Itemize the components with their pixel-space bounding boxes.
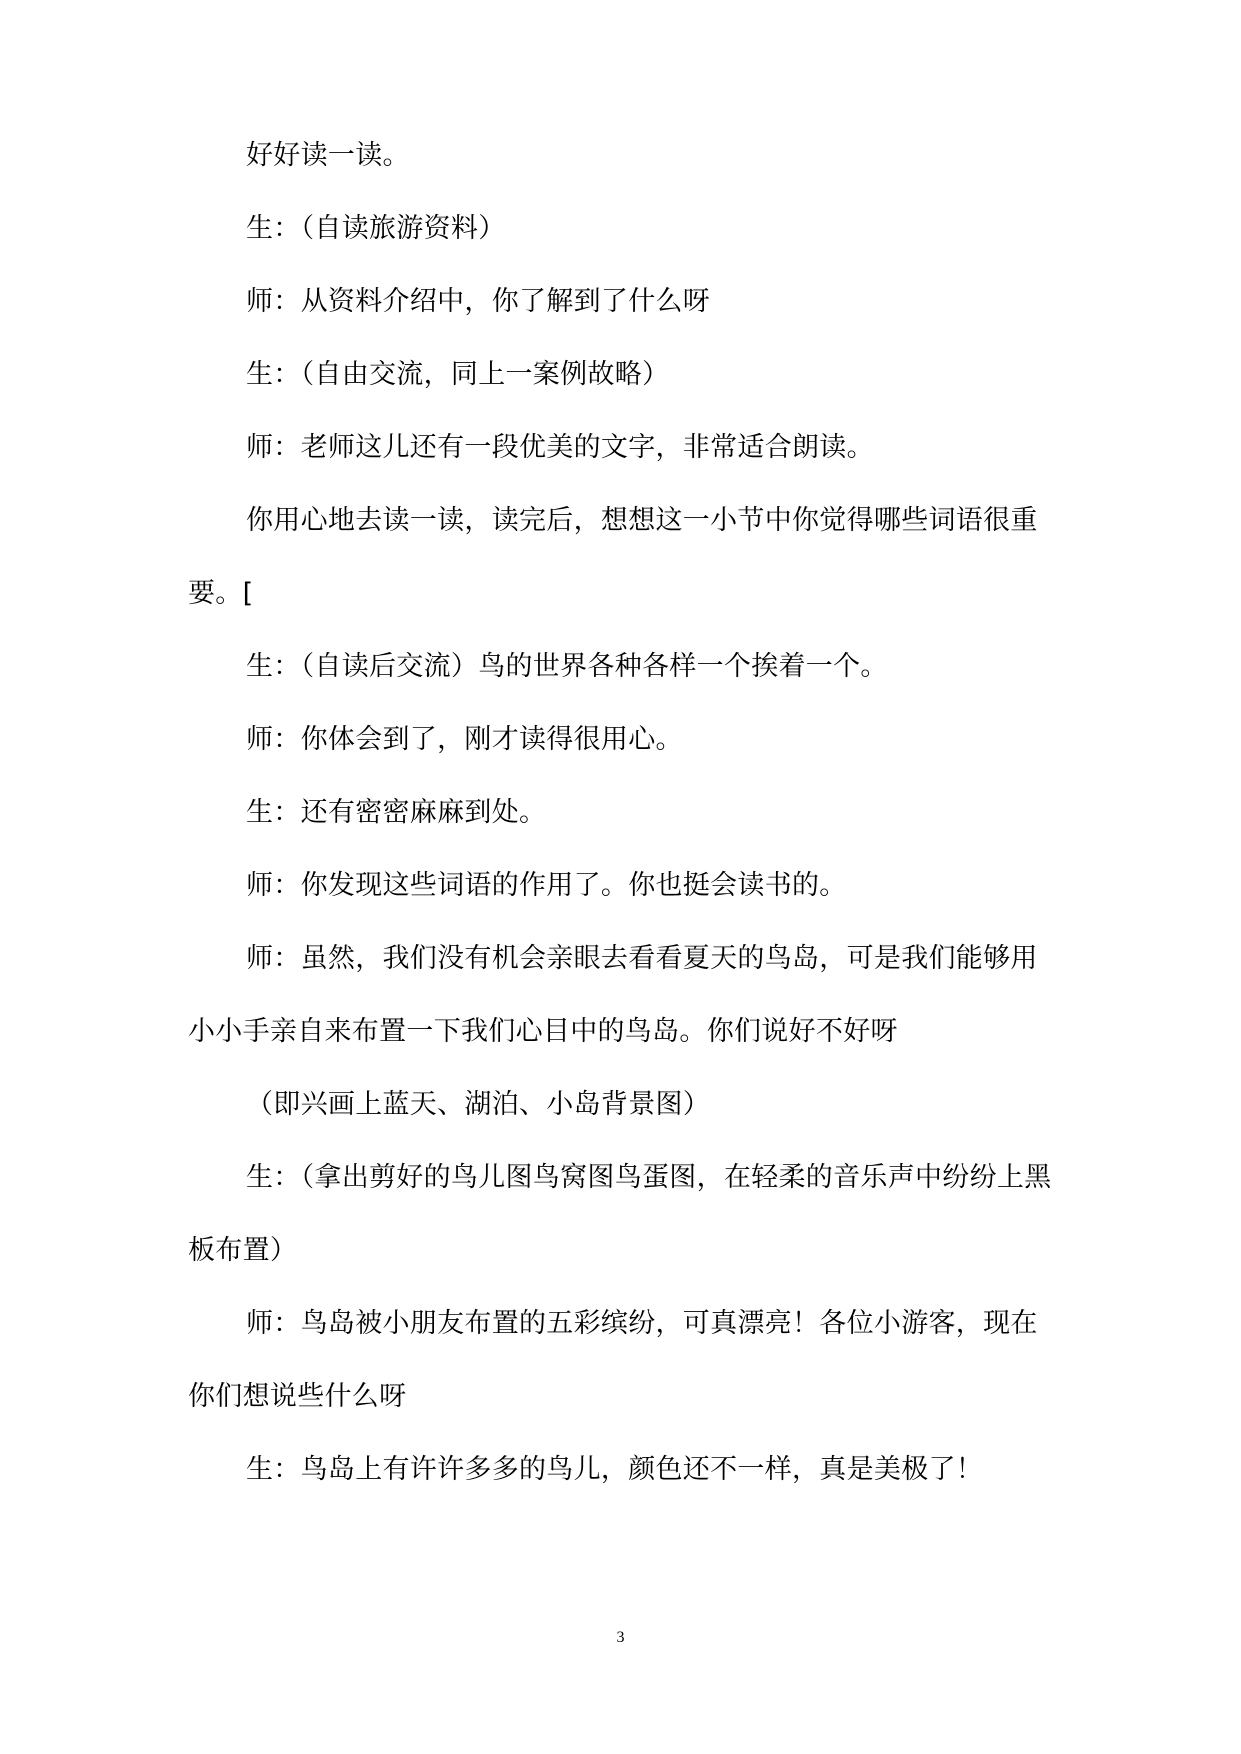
paragraph: 生：还有密密麻麻到处。 [246, 797, 547, 828]
paragraph: （即兴画上蓝天、湖泊、小岛背景图） [246, 1089, 711, 1120]
paragraph: 生：（拿出剪好的鸟儿图鸟窝图鸟蛋图，在轻柔的音乐声中纷纷上黑板布置） [188, 1162, 1052, 1266]
paragraph: 生：（自读后交流）鸟的世界各种各样一个挨着一个。 [246, 651, 888, 682]
paragraph: 生：鸟岛上有许许多多的鸟儿，颜色还不一样，真是美极了！ [246, 1454, 984, 1485]
page-number: 3 [616, 1629, 625, 1646]
paragraph: 师：从资料介绍中，你了解到了什么呀 [246, 286, 711, 317]
paragraph: 你用心地去读一读，读完后，想想这一小节中你觉得哪些词语很重要。[ [188, 505, 1038, 609]
paragraph: 师：你发现这些词语的作用了。你也挺会读书的。 [246, 870, 847, 901]
paragraph: 师：鸟岛被小朋友布置的五彩缤纷，可真漂亮！各位小游客，现在你们想说些什么呀 [188, 1308, 1038, 1412]
paragraph: 好好读一读。 [246, 140, 410, 171]
paragraph: 生：（自读旅游资料） [246, 213, 506, 244]
paragraph: 生：（自由交流，同上一案例故略） [246, 359, 670, 390]
paragraph: 师：虽然，我们没有机会亲眼去看看夏天的鸟岛，可是我们能够用小小手亲自来布置一下我们心目中的鸟岛。你们说好不好呀 [188, 943, 1038, 1047]
paragraph: 师：老师这儿还有一段优美的文字，非常适合朗读。 [246, 432, 874, 463]
paragraph: 师：你体会到了，刚才读得很用心。 [246, 724, 683, 755]
